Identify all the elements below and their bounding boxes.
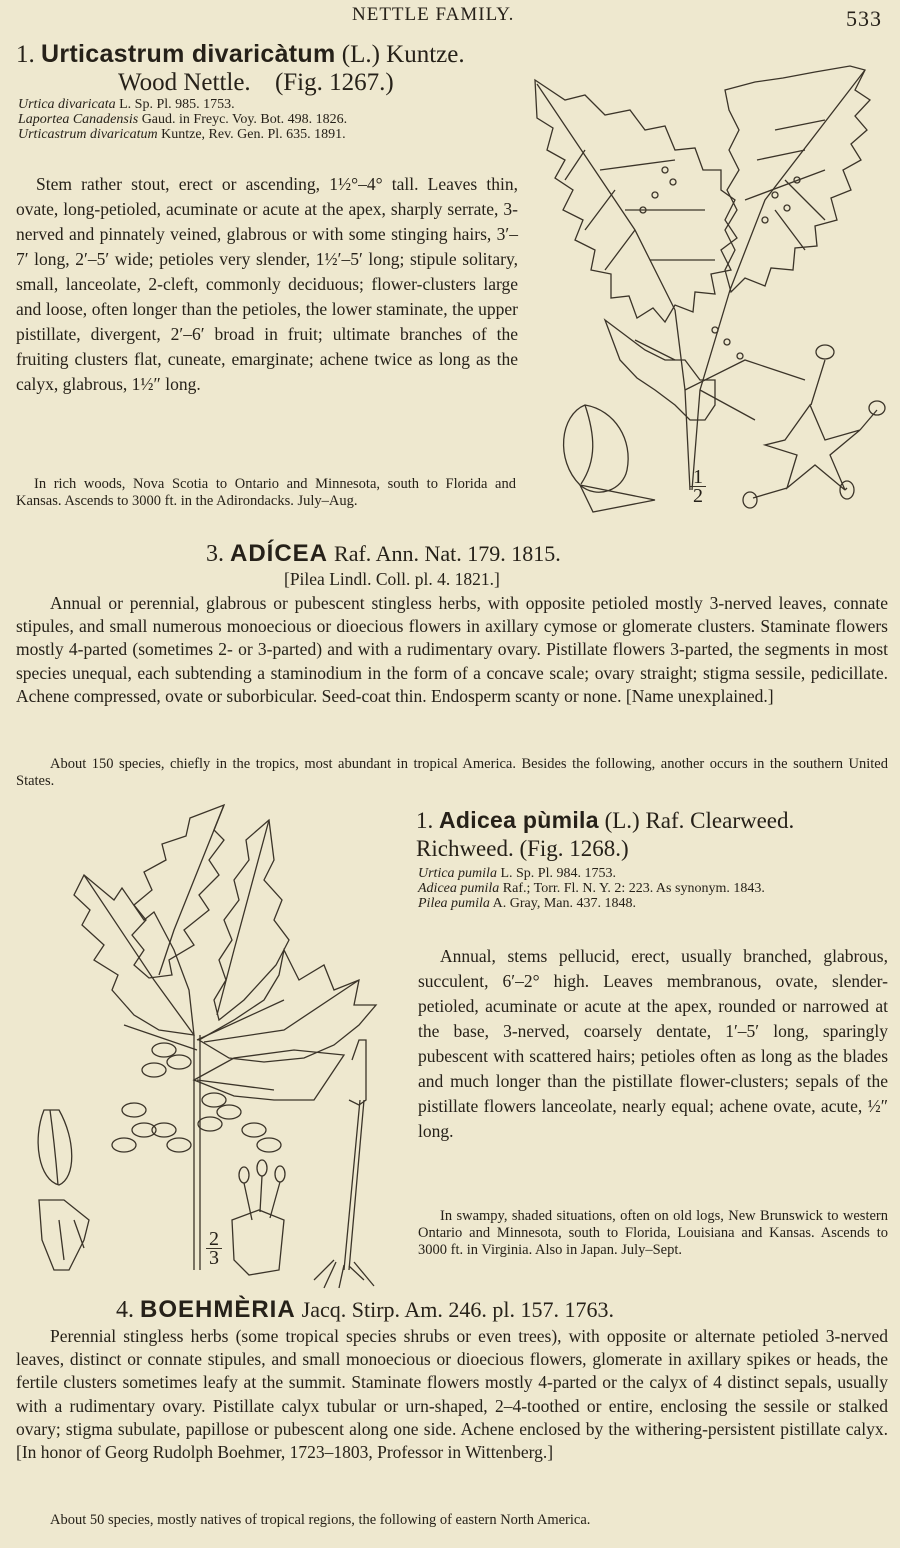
genus4-note: About 50 species, mostly natives of tropical regions, the following of eastern North America. [50, 1512, 591, 1528]
species2-name: Adicea pùmila [439, 807, 599, 833]
genus4-citation: Jacq. Stirp. Am. 246. pl. 157. 1763. [301, 1297, 614, 1322]
synonym-line: Urticastrum divaricatum Kuntze, Rev. Gen. Pl. 635. 1891. [18, 127, 346, 142]
species1-common-name: Wood Nettle. [118, 69, 251, 96]
synonym-line: Urtica divaricata L. Sp. Pl. 985. 1753. [18, 97, 235, 112]
top-leaf-left [132, 805, 224, 978]
genus4-description: Perennial stingless herbs (some tropical species shrubs or even trees), with opposite or alternate petioled 3-nerved leaves, distinct or connate stipules, and small monoecious or dioecious flowers, glomerate in axillary spikes or heads, the fertile clusters sometimes leafy at the summit. Staminate flowers mostly 4-parted or the calyx of 4 distinct sepals, usually with a rudimentary ovary. Pistillate calyx tubular or urn-shaped, 2–4-toothed or entire, enclosing the sessile or stalked ovary; stigma subulate, papillose or pubescent along one side. Achene enclosed by the withering-persistent pistillate calyx. [In honor of Georg Rudolph Boehmer, 1723–1803, Professor in Wittenberg.] [16, 1326, 888, 1463]
fig-1267-illustration [525, 60, 895, 530]
genus4-name: BOEHMÈRIA [140, 1296, 296, 1323]
achene-detail [564, 405, 629, 492]
species1-number: 1. [16, 41, 35, 68]
synonym-line: Laportea Canadensis Gaud. in Freyc. Voy. Bot. 498. 1826. [18, 112, 348, 127]
synonym-line: Urtica pumila L. Sp. Pl. 984. 1753. [418, 866, 616, 881]
species1-name: Urticastrum divaricàtum [41, 40, 336, 68]
species2-synonyms [418, 866, 888, 911]
page-number: 533 [846, 6, 882, 31]
fig-1268-scale: 2 3 [206, 1230, 222, 1267]
species1-authority: (L.) Kuntze. [341, 41, 465, 68]
flower-detail [765, 405, 860, 490]
genus3-number: 3. [206, 541, 224, 567]
genus3-heading [206, 540, 561, 568]
flower-detail-right [232, 1210, 284, 1275]
synonym-line: Pilea pumila A. Gray, Man. 437. 1848. [418, 896, 637, 911]
species1-description: Stem rather stout, erect or ascending, 1½°–4° tall. Leaves thin, ovate, long-petioled, acuminate or acute at the apex, sharply serrate, 3-nerved and pinnately veined, glabrous or with some stinging hairs, 3′–7′ long, 2′–5′ wide; petioles very slender, 1½′–5′ long; stipule solitary, small, lanceolate, 2-cleft, commonly deciduous; flower-clusters large and loose, often longer than the petioles, the lower staminate, the upper pistillate, divergent, 2′–6′ broad in fruit; ultimate branches of the fruiting clusters flat, cuneate, emarginate; achene twice as long as the calyx, glabrous, 1½″ long. [16, 174, 518, 394]
species1-fig-ref: (Fig. 1267.) [274, 69, 394, 96]
species2-habitat: In swampy, shaded situations, often on old logs, New Brunswick to western Ontario and Minnesota, south to Florida, Louisiana and Kansas. Ascends to 3000 ft. in Virginia. Also in Japan. July–Sept. [418, 1208, 888, 1258]
species2-description: Annual, stems pellucid, erect, usually branched, glabrous, succulent, 6′–2° high. Leaves membranous, ovate, slender-petioled, acuminate or acute at the apex, rounded or narrowed at the base, 3-nerved, coarsely dentate, 1′–5′ long, sparingly pubescent with scattered hairs; petioles often as long as the blades and much longer than the pistillate flower-clusters; sepals of the pistillate flowers lanceolate, nearly equal; achene ovate, acute, ½″ long. [418, 946, 888, 1141]
species2-fig-ref: (Fig. 1268.) [519, 836, 629, 861]
running-head: NETTLE FAMILY. [352, 4, 515, 25]
genus3-description: Annual or perennial, glabrous or pubescent stingless herbs, with opposite petioled mostly 3-nerved leaves, connate stipules, and small numerous monoecious or dioecious flowers in axillary cymose or glomerate clusters. Staminate flowers mostly 4-parted (sometimes 2- or 3-parted) and with a rudimentary ovary. Pistillate flowers 3-parted, the segments in most species unequal, each subtending a staminodium in the form of a concave scale; ovary straight; stigma sessile, pedicillate. Achene compressed, ovate or suborbicular. Seed-coat thin. Endosperm scanty or none. [Name unexplained.] [16, 593, 888, 706]
species1-title [16, 40, 526, 97]
fig-1268-illustration [14, 800, 409, 1290]
genus3-note: About 150 species, chiefly in the tropics, most abundant in tropical America. Besides the following, another occurs in the southern United States. [16, 756, 888, 789]
genus3-name: ADÍCEA [230, 540, 329, 567]
fig-1267-scale: 1 2 [690, 468, 706, 505]
species2-authority: (L.) Raf. [604, 808, 685, 833]
species2-title [416, 806, 891, 863]
right-leaf [725, 66, 870, 292]
genus3-bracket: [Pilea Lindl. Coll. pl. 4. 1821.] [284, 569, 500, 589]
species1-habitat: In rich woods, Nova Scotia to Ontario and Minnesota, south to Florida and Kansas. Ascends to 3000 ft. in the Adirondacks. July–Aug. [16, 476, 516, 509]
genus4-number: 4. [116, 1297, 134, 1323]
genus4-heading [116, 1296, 614, 1324]
stem [194, 1035, 200, 1270]
genus3-citation: Raf. Ann. Nat. 179. 1815. [334, 541, 561, 566]
petiole-sheath [349, 1040, 366, 1105]
stem [675, 290, 730, 490]
upper-leaf [535, 80, 737, 322]
synonym-line: Adicea pumila Raf.; Torr. Fl. N. Y. 2: 223. As synonym. 1843. [418, 881, 765, 896]
species1-synonyms [18, 97, 518, 142]
top-leaf-right [214, 820, 289, 1020]
species2-number: 1. [416, 808, 434, 833]
big-leaf-right [199, 950, 376, 1062]
species2-common-name: Clearweed. Richweed. [416, 808, 795, 861]
